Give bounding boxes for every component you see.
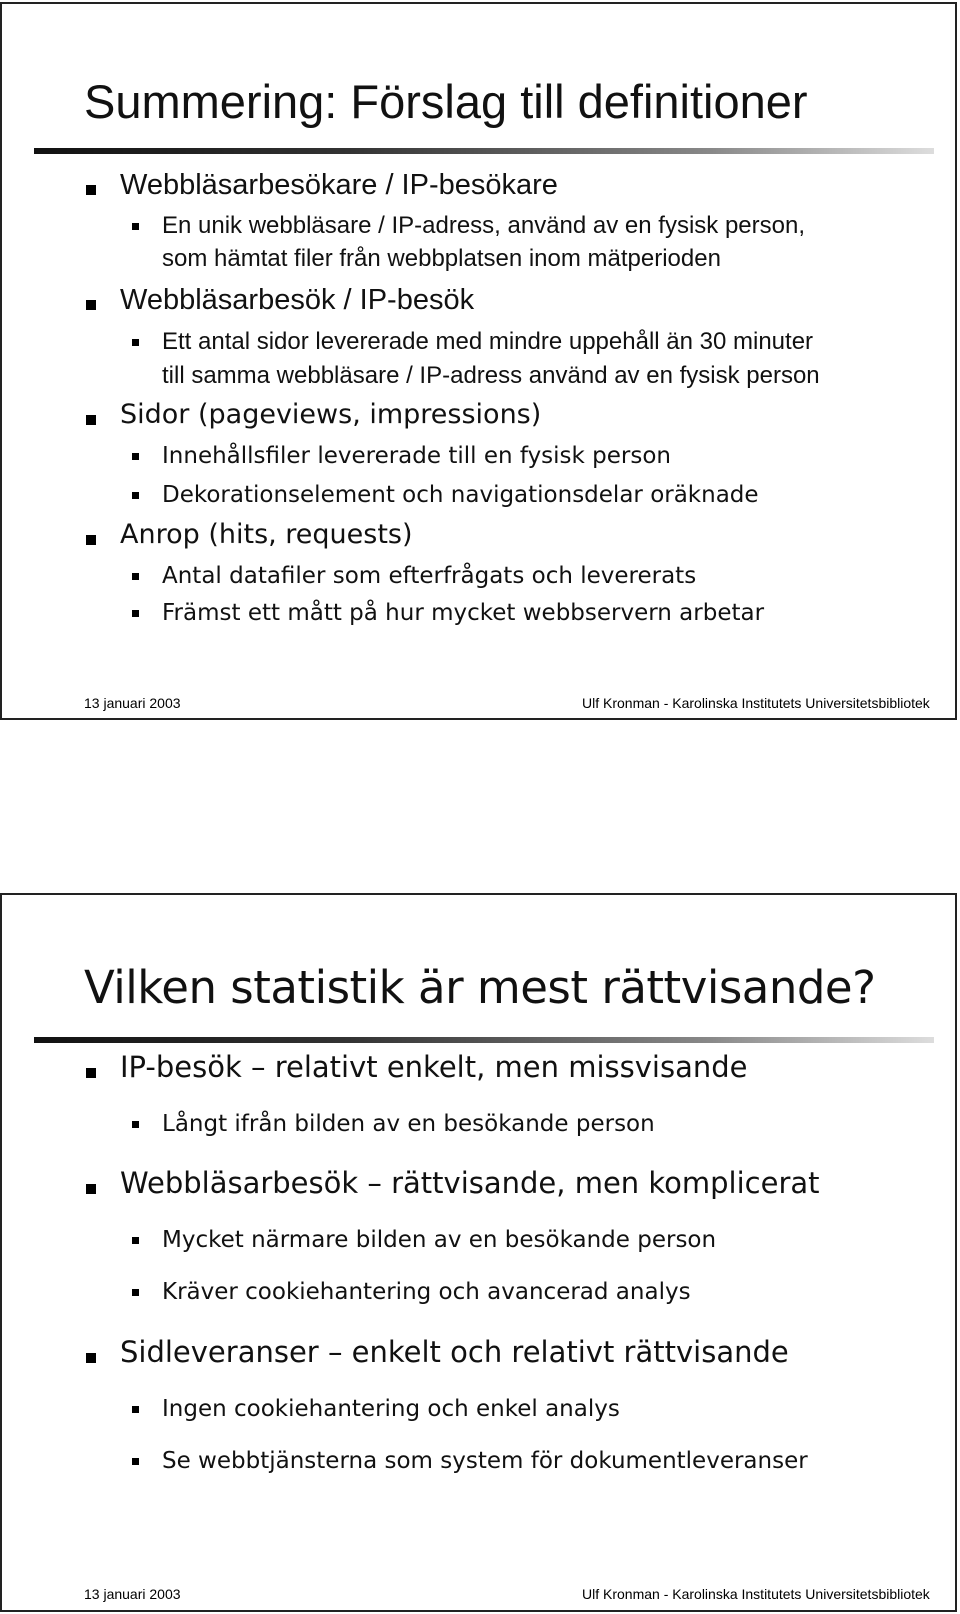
bullet-text: Mycket närmare bilden av en besökande person: [162, 1227, 717, 1253]
bullet-text: Dekorationselement och navigationsdelar oräknade: [162, 482, 759, 508]
square-bullet-icon: [132, 1458, 139, 1465]
bullet-text: Se webbtjänsterna som system för dokumentleveranser: [162, 1448, 808, 1474]
footer-author: Ulf Kronman - Karolinska Institutets Universitetsbibliotek: [582, 695, 930, 711]
square-bullet-icon: [132, 1237, 139, 1244]
footer-date: 13 januari 2003: [84, 1586, 181, 1602]
square-bullet-icon: [132, 1406, 139, 1413]
square-bullet-icon: [132, 1289, 139, 1296]
bullet-text: Webbläsarbesök – rättvisande, men komplicerat: [120, 1166, 820, 1200]
square-bullet-icon: [86, 415, 96, 425]
bullet-text: till samma webbläsare / IP-adress använd av en fysisk person: [162, 362, 820, 389]
square-bullet-icon: [86, 1184, 96, 1194]
title-divider: [34, 1037, 934, 1043]
bullet-text: Innehållsfiler levererade till en fysisk person: [162, 443, 671, 469]
square-bullet-icon: [132, 1121, 139, 1128]
bullet-text: En unik webbläsare / IP-adress, använd av en fysisk person,: [162, 212, 806, 239]
footer-date: 13 januari 2003: [84, 695, 181, 711]
bullet-text: Långt ifrån bilden av en besökande person: [162, 1111, 655, 1137]
title-divider: [34, 148, 934, 154]
bullet-text: Kräver cookiehantering och avancerad analys: [162, 1279, 691, 1305]
bullet-text: som hämtat filer från webbplatsen inom mätperioden: [162, 245, 721, 272]
bullet-text: Webbläsarbesök / IP-besök: [120, 284, 475, 316]
square-bullet-icon: [132, 453, 139, 460]
bullet-text: Webbläsarbesökare / IP-besökare: [120, 169, 558, 201]
square-bullet-icon: [132, 339, 139, 346]
bullet-text: Sidor (pageviews, impressions): [120, 399, 542, 430]
bullet-text: Antal datafiler som efterfrågats och levererats: [162, 563, 697, 589]
square-bullet-icon: [86, 1068, 96, 1078]
bullet-text: Anrop (hits, requests): [120, 519, 413, 550]
slide-1: [0, 2, 957, 720]
bullet-text: IP-besök – relativt enkelt, men missvisande: [120, 1050, 748, 1084]
bullet-text: Sidleveranser – enkelt och relativt rättvisande: [120, 1335, 789, 1369]
bullet-text: Ett antal sidor levererade med mindre uppehåll än 30 minuter: [162, 328, 814, 355]
square-bullet-icon: [86, 1353, 96, 1363]
slide-title: Vilken statistik är mest rättvisande?: [84, 961, 876, 1014]
square-bullet-icon: [132, 610, 139, 617]
square-bullet-icon: [132, 223, 139, 230]
footer-author: Ulf Kronman - Karolinska Institutets Universitetsbibliotek: [582, 1586, 930, 1602]
slide-title: Summering: Förslag till definitioner: [84, 75, 808, 128]
square-bullet-icon: [132, 573, 139, 580]
bullet-text: Ingen cookiehantering och enkel analys: [162, 1396, 620, 1422]
bullet-text: Främst ett mått på hur mycket webbservern arbetar: [162, 600, 765, 626]
square-bullet-icon: [86, 300, 96, 310]
square-bullet-icon: [132, 492, 139, 499]
square-bullet-icon: [86, 185, 96, 195]
slide-2: [0, 893, 957, 1612]
square-bullet-icon: [86, 535, 96, 545]
